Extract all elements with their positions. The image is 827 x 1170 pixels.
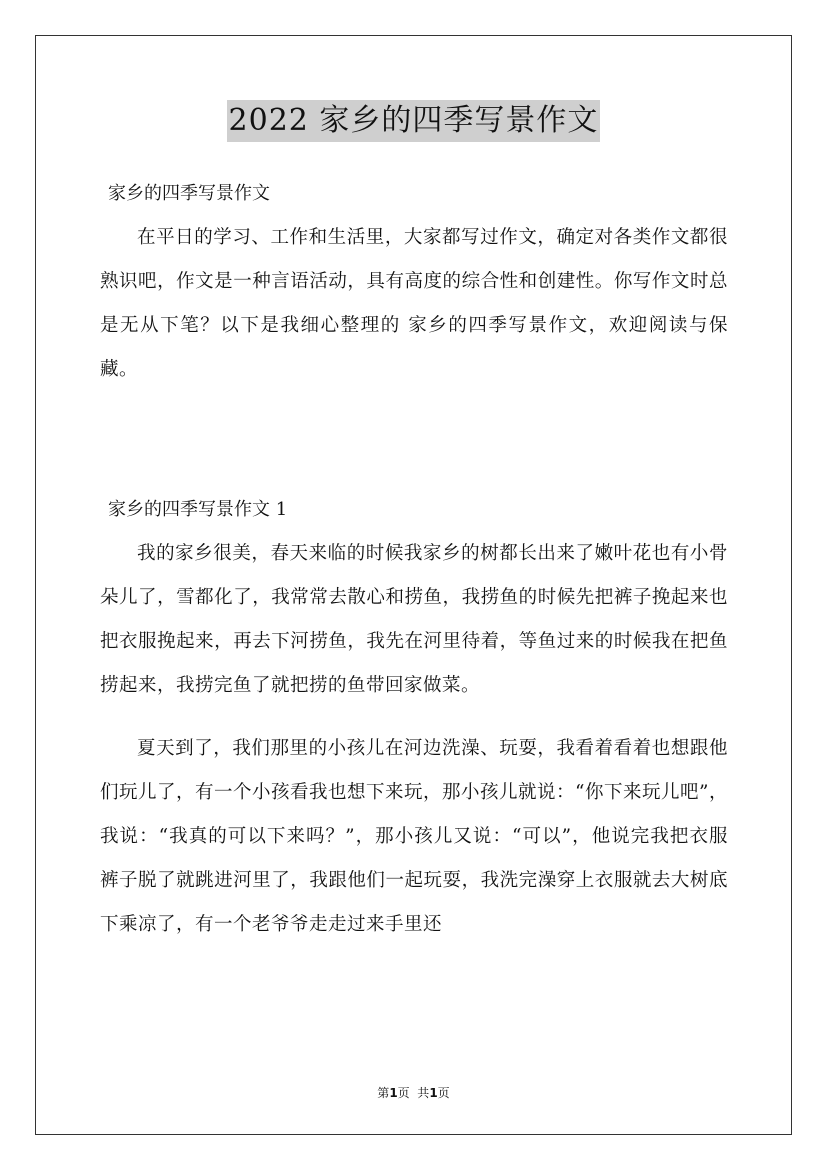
footer-page-prefix: 第 <box>377 1086 390 1100</box>
page-footer <box>0 1085 827 1101</box>
section-1-heading: 家乡的四季写景作文 1 <box>108 499 288 520</box>
document-body <box>100 172 728 947</box>
title-container <box>0 100 827 142</box>
footer-page-suffix: 页 共 <box>397 1086 430 1100</box>
footer-page-total-suffix: 页 <box>437 1086 450 1100</box>
paragraph-spacer <box>100 708 728 727</box>
intro-paragraph: 在平日的学习、工作和生活里，大家都写过作文，确定对各类作文都很熟识吧，作文是一种言语活动，具有高度的综合性和创建性。你写作文时总是无从下笔？以下是我细心整理的 家乡的四季写景作文，欢迎阅读与保藏。 <box>100 227 728 380</box>
footer-page-total: 1 <box>429 1086 438 1100</box>
footer-page-current: 1 <box>389 1086 398 1100</box>
document-subtitle: 家乡的四季写景作文 <box>108 183 270 204</box>
section-gap <box>100 392 728 488</box>
document-title: 2022 家乡的四季写景作文 <box>227 100 601 142</box>
section-1-paragraph-2: 夏天到了，我们那里的小孩儿在河边洗澡、玩耍，我看着看着也想跟他们玩儿了，有一个小孩看我也想下来玩，那小孩儿就说：“你下来玩儿吧”，我说：“我真的可以下来吗？”，那小孩儿又说：“可以”，他说完我把衣服裤子脱了就跳进河里了，我跟他们一起玩耍，我洗完澡穿上衣服就去大树底下乘凉了，有一个老爷爷走走过来手里还 <box>100 738 728 935</box>
section-1-paragraph-1: 我的家乡很美，春天来临的时候我家乡的树都长出来了嫩叶花也有小骨朵儿了，雪都化了，我常常去散心和捞鱼，我捞鱼的时候先把裤子挽起来也把衣服挽起来，再去下河捞鱼，我先在河里待着，等鱼过来的时候我在把鱼捞起来，我捞完鱼了就把捞的鱼带回家做菜。 <box>100 543 728 696</box>
